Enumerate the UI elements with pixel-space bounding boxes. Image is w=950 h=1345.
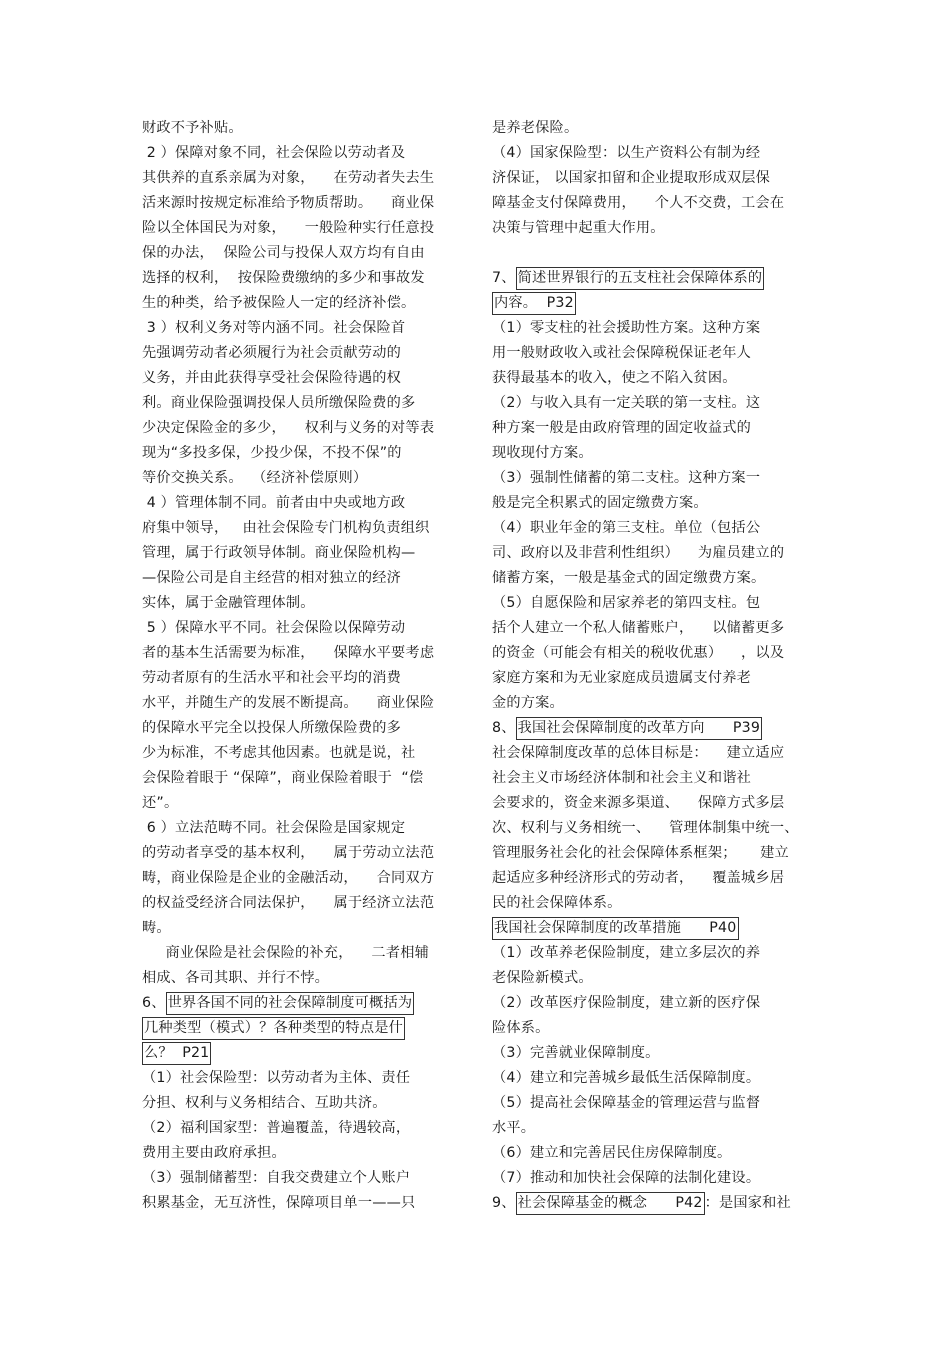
- text-line: [492, 741, 810, 766]
- boxed-heading: 内容。 P32: [492, 292, 576, 315]
- text-line: [492, 666, 810, 691]
- text-line: [492, 841, 810, 866]
- text-line: [492, 866, 810, 891]
- line-text: 是养老保险。: [492, 120, 579, 136]
- text-line: [142, 716, 460, 741]
- line-text: 先强调劳动者必须履行为社会贡献劳动的: [142, 345, 401, 361]
- line-text: 水平，并随生产的发展不断提高。 商业保险: [142, 695, 435, 711]
- line-text: 的保障水平完全以投保人所缴保险费的多: [142, 720, 401, 736]
- line-text: 相成、各司其职、并行不悖。: [142, 970, 330, 986]
- line-text: 还”。: [142, 795, 179, 811]
- text-line: [142, 616, 460, 641]
- line-text: 决策与管理中起重大作用。: [492, 220, 665, 236]
- line-text: 括个人建立一个私人储蓄账户， 以储蓄更多: [492, 620, 785, 636]
- text-line: [492, 491, 810, 516]
- text-line: [492, 916, 810, 941]
- text-line: [142, 441, 460, 466]
- line-text: （4）国家保险型：以生产资料公有制为经: [492, 145, 761, 161]
- line-text: （2）与收入具有一定关联的第一支柱。这: [492, 395, 761, 411]
- text-line: [492, 341, 810, 366]
- text-line: [492, 191, 810, 216]
- text-line: [142, 216, 460, 241]
- text-line: [142, 866, 460, 891]
- text-line: [492, 791, 810, 816]
- text-line: [142, 841, 460, 866]
- text-line: [492, 1116, 810, 1141]
- text-line: [142, 891, 460, 916]
- line-text: 现收现付方案。: [492, 445, 593, 461]
- line-text: 次、权利与义务相统一、 管理体制集中统一、: [492, 820, 799, 836]
- line-prefix: 7、: [492, 270, 516, 286]
- text-line: [492, 241, 810, 266]
- line-text: （5）提高社会保障基金的管理运营与监督: [492, 1095, 761, 1111]
- line-text: （1）零支柱的社会援助性方案。这种方案: [492, 320, 761, 336]
- text-line: [142, 141, 460, 166]
- boxed-heading: 我国社会保障制度的改革措施 P40: [492, 917, 739, 940]
- line-text: 义务，并由此获得享受社会保险待遇的权: [142, 370, 401, 386]
- line-text: （3）强制性储蓄的第二支柱。这种方案一: [492, 470, 761, 486]
- text-line: [142, 491, 460, 516]
- line-text: 储蓄方案，一般是基金式的固定缴费方案。: [492, 570, 766, 586]
- text-line: [142, 1116, 460, 1141]
- text-line: [492, 616, 810, 641]
- line-text: 社会保障制度改革的总体目标是： 建立适应: [492, 745, 785, 761]
- text-line: [492, 541, 810, 566]
- text-line: [142, 466, 460, 491]
- line-text: 家庭方案和为无业家庭成员遗属支付养老: [492, 670, 751, 686]
- text-line: [492, 1016, 810, 1041]
- line-text: 种方案一般是由政府管理的固定收益式的: [492, 420, 751, 436]
- text-line: [142, 516, 460, 541]
- text-line: [492, 1141, 810, 1166]
- line-text: 管理，属于行政领导体制。商业保险机构—: [142, 545, 416, 561]
- boxed-heading: 简述世界银行的五支柱社会保障体系的: [516, 267, 765, 290]
- line-text: （2）福利国家型：普遍覆盖，待遇较高，: [142, 1120, 411, 1136]
- text-line: [492, 691, 810, 716]
- text-line: [142, 1191, 460, 1216]
- text-line: [492, 516, 810, 541]
- text-line: [142, 691, 460, 716]
- boxed-heading: 我国社会保障制度的改革方向 P39: [516, 717, 763, 740]
- text-line: [142, 391, 460, 416]
- text-line: [492, 716, 810, 741]
- text-line: [142, 1141, 460, 1166]
- text-line: [142, 1091, 460, 1116]
- line-text: 等价交换关系。 （经济补偿原则）: [142, 470, 368, 486]
- boxed-heading: 几种类型（模式）？各种类型的特点是什: [142, 1017, 405, 1040]
- line-text: 管理服务社会化的社会保障体系框架； 建立: [492, 845, 789, 861]
- line-text: —保险公司是自主经营的相对独立的经济: [142, 570, 401, 586]
- text-line: [142, 766, 460, 791]
- text-line: [492, 416, 810, 441]
- text-line: [142, 791, 460, 816]
- line-text: 用一般财政收入或社会保障税保证老年人: [492, 345, 751, 361]
- left-text-column: [142, 116, 460, 1216]
- line-text: 司、政府以及非营利性组织） 为雇员建立的: [492, 545, 785, 561]
- line-text: 水平。: [492, 1120, 536, 1136]
- text-line: [142, 366, 460, 391]
- text-line: [142, 116, 460, 141]
- line-text: 险体系。: [492, 1020, 550, 1036]
- line-text: （7）推动和加快社会保障的法制化建设。: [492, 1170, 761, 1186]
- text-line: [492, 366, 810, 391]
- text-line: [492, 1041, 810, 1066]
- text-line: [142, 966, 460, 991]
- text-line: [492, 591, 810, 616]
- line-text: 险以全体国民为对象， 一般险种实行任意投: [142, 220, 435, 236]
- line-text: （5）自愿保险和居家养老的第四支柱。包: [492, 595, 761, 611]
- text-line: [492, 891, 810, 916]
- text-line: [142, 541, 460, 566]
- line-text: 活来源时按规定标准给予物质帮助。 商业保: [142, 195, 435, 211]
- text-line: [142, 166, 460, 191]
- line-text: 实体，属于金融管理体制。: [142, 595, 315, 611]
- line-text: 3 ）权利义务对等内涵不同。社会保险首: [142, 320, 406, 336]
- line-text: 畴。: [142, 920, 171, 936]
- line-text: 4 ）管理体制不同。前者由中央或地方政: [142, 495, 406, 511]
- text-line: [142, 641, 460, 666]
- text-line: [142, 241, 460, 266]
- text-line: [492, 116, 810, 141]
- text-line: [492, 641, 810, 666]
- text-line: [492, 991, 810, 1016]
- line-text: 获得最基本的收入，使之不陷入贫困。: [492, 370, 737, 386]
- line-text: 费用主要由政府承担。: [142, 1145, 286, 1161]
- text-line: [492, 391, 810, 416]
- text-line: [492, 291, 810, 316]
- text-line: [492, 566, 810, 591]
- text-line: [142, 291, 460, 316]
- boxed-heading: 社会保障基金的概念 P42: [516, 1192, 705, 1215]
- line-text: 生的种类，给予被保险人一定的经济补偿。: [142, 295, 416, 311]
- line-text: 劳动者原有的生活水平和社会平均的消费: [142, 670, 401, 686]
- text-line: [492, 1191, 810, 1216]
- line-text: 利。商业保险强调投保人员所缴保险费的多: [142, 395, 416, 411]
- line-text: 的劳动者享受的基本权利， 属于劳动立法范: [142, 845, 435, 861]
- text-line: [492, 316, 810, 341]
- text-line: [492, 141, 810, 166]
- text-line: [142, 266, 460, 291]
- text-line: [492, 441, 810, 466]
- line-text: 其供养的直系亲属为对象， 在劳动者失去生: [142, 170, 435, 186]
- line-text: （3）完善就业保障制度。: [492, 1045, 660, 1061]
- text-line: [492, 216, 810, 241]
- line-text: 畴，商业保险是企业的金融活动， 合同双方: [142, 870, 435, 886]
- line-text: 财政不予补贴。: [142, 120, 243, 136]
- text-line: [142, 991, 460, 1016]
- line-text: 分担、权利与义务相结合、互助共济。: [142, 1095, 387, 1111]
- line-text: 现为“多投多保，少投少保，不投不保”的: [142, 445, 402, 461]
- text-line: [492, 1091, 810, 1116]
- line-text: 者的基本生活需要为标准， 保障水平要考虑: [142, 645, 435, 661]
- line-text: 6 ）立法范畴不同。社会保险是国家规定: [142, 820, 406, 836]
- line-text: （1）改革养老保险制度，建立多层次的养: [492, 945, 761, 961]
- text-line: [492, 816, 810, 841]
- text-line: [492, 466, 810, 491]
- line-text: 的权益受经济合同法保护， 属于经济立法范: [142, 895, 435, 911]
- line-text: （4）建立和完善城乡最低生活保障制度。: [492, 1070, 761, 1086]
- line-prefix: 6、: [142, 995, 166, 1011]
- text-line: [142, 416, 460, 441]
- line-text: 金的方案。: [492, 695, 564, 711]
- line-text: 社会主义市场经济体制和社会主义和谐社: [492, 770, 751, 786]
- line-prefix: 8、: [492, 720, 516, 736]
- text-line: [142, 341, 460, 366]
- text-line: [492, 941, 810, 966]
- line-text: （6）建立和完善居民住房保障制度。: [492, 1145, 732, 1161]
- text-line: [142, 666, 460, 691]
- text-line: [492, 1066, 810, 1091]
- text-line: [492, 166, 810, 191]
- line-text: 选择的权利， 按保险费缴纳的多少和事故发: [142, 270, 425, 286]
- text-line: [142, 916, 460, 941]
- line-text: 2 ）保障对象不同，社会保险以劳动者及: [142, 145, 406, 161]
- text-line: [492, 1166, 810, 1191]
- text-line: [142, 316, 460, 341]
- text-line: [492, 966, 810, 991]
- line-text: 起适应多种经济形式的劳动者， 覆盖城乡居: [492, 870, 785, 886]
- text-line: [142, 941, 460, 966]
- line-text: （4）职业年金的第三支柱。单位（包括公: [492, 520, 761, 536]
- line-text: 障基金支付保障费用， 个人不交费，工会在: [492, 195, 785, 211]
- line-text: 商业保险是社会保险的补充， 二者相辅: [142, 945, 429, 961]
- text-line: [142, 1166, 460, 1191]
- text-line: [142, 741, 460, 766]
- text-line: [142, 566, 460, 591]
- text-line: [142, 1041, 460, 1066]
- line-text: 般是完全积累式的固定缴费方案。: [492, 495, 708, 511]
- line-text: 老保险新模式。: [492, 970, 593, 986]
- line-text: 民的社会保障体系。: [492, 895, 622, 911]
- line-suffix: ：是国家和社: [704, 1195, 791, 1211]
- text-line: [142, 191, 460, 216]
- line-text: 的资金（可能会有相关的税收优惠） ，以及: [492, 645, 785, 661]
- line-text: 少为标准，不考虑其他因素。也就是说，社: [142, 745, 416, 761]
- line-text: 会保险着眼于 “保障”，商业保险着眼于 “偿: [142, 770, 424, 786]
- line-text: 府集中领导， 由社会保险专门机构负责组织: [142, 520, 430, 536]
- line-text: 会要求的，资金来源多渠道、 保障方式多层: [492, 795, 785, 811]
- text-line: [142, 591, 460, 616]
- line-text: 济保证， 以国家扣留和企业提取形成双层保: [492, 170, 771, 186]
- line-text: 保的办法， 保险公司与投保人双方均有自由: [142, 245, 425, 261]
- line-text: 5 ）保障水平不同。社会保险以保障劳动: [142, 620, 406, 636]
- text-line: [142, 1066, 460, 1091]
- boxed-heading: 么？ P21: [142, 1042, 211, 1065]
- right-text-column: [492, 116, 810, 1216]
- text-line: [142, 1016, 460, 1041]
- boxed-heading: 世界各国不同的社会保障制度可概括为: [166, 992, 415, 1015]
- line-text: 少决定保险金的多少， 权利与义务的对等表: [142, 420, 435, 436]
- text-line: [492, 766, 810, 791]
- line-text: （2）改革医疗保险制度，建立新的医疗保: [492, 995, 761, 1011]
- text-line: [492, 266, 810, 291]
- line-text: （3）强制储蓄型：自我交费建立个人账户: [142, 1170, 411, 1186]
- text-line: [142, 816, 460, 841]
- line-text: （1）社会保险型：以劳动者为主体、责任: [142, 1070, 411, 1086]
- line-prefix: 9、: [492, 1195, 516, 1211]
- line-text: 积累基金，无互济性，保障项目单一——只: [142, 1195, 416, 1211]
